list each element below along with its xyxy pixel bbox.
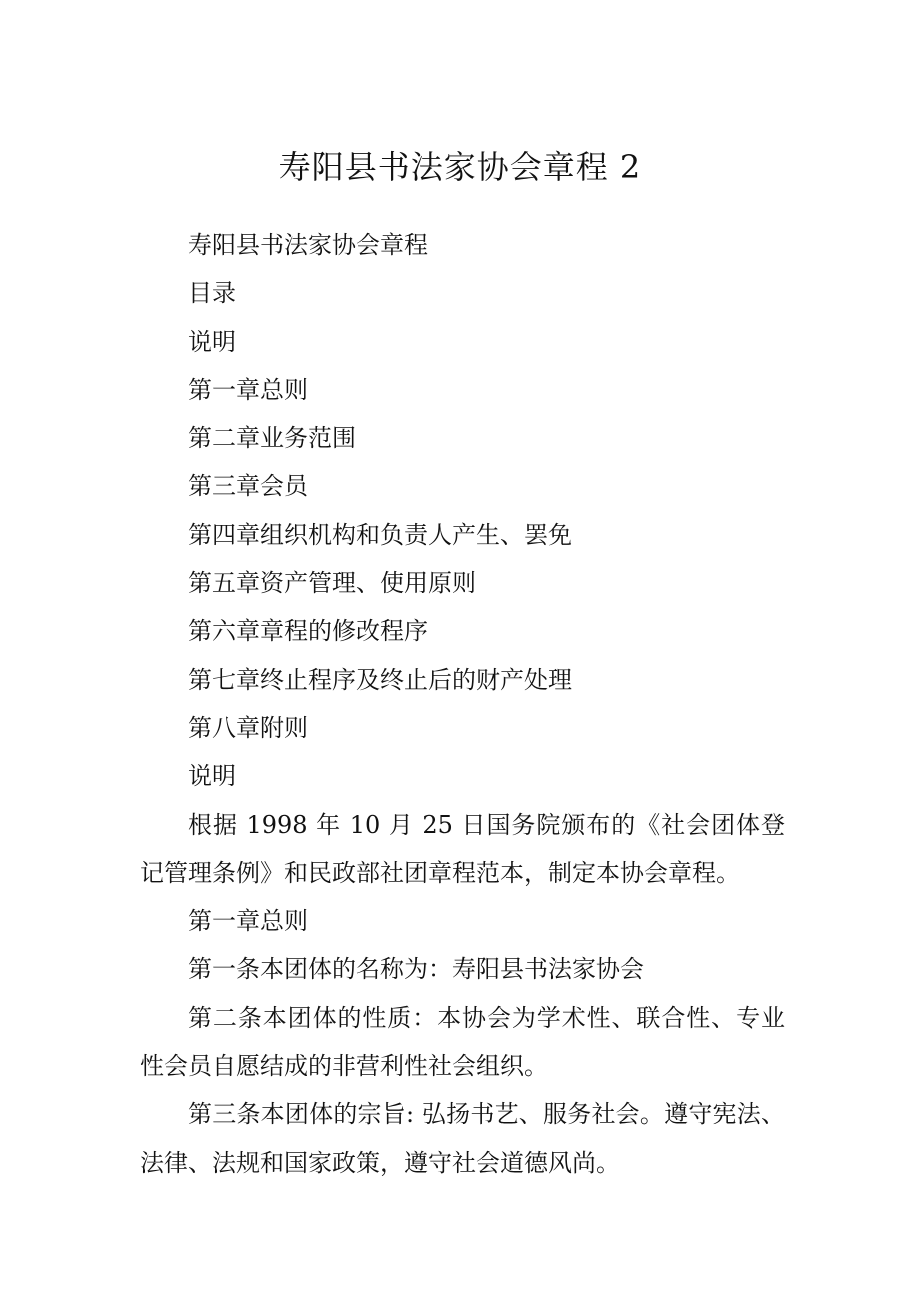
toc-item-chapter-3: 第三章会员 [188, 472, 308, 501]
toc-item-chapter-6: 第六章章程的修改程序 [188, 617, 428, 646]
paragraph-article-2: 第二条本团体的性质：本协会为学术性、联合性、专业性会员自愿结成的非营利性社会组织。 [140, 1003, 785, 1081]
document-body [140, 221, 785, 1187]
paragraph-article-1: 第一条本团体的名称为：寿阳县书法家协会 [188, 955, 644, 984]
paragraph-article-3: 第三条本团体的宗旨: 弘扬书艺、服务社会。遵守宪法、法律、法规和国家政策，遵守社会道德风尚。 [140, 1100, 785, 1177]
toc-item-chapter-7: 第七章终止程序及终止后的财产处理 [188, 665, 572, 694]
toc-item-chapter-1: 第一章总则 [188, 375, 308, 404]
toc-item-chapter-4: 第四章组织机构和负责人产生、罢免 [188, 520, 572, 549]
document-title: 寿阳县书法家协会章程 2 [278, 148, 642, 186]
paragraph-explanation-text: 根据 1998 年 10 月 25 日国务院颁布的《社会团体登记管理条例》和民政部社团章程范本，制定本协会章程。 [140, 810, 785, 887]
toc-item-chapter-8: 第八章附则 [188, 713, 308, 742]
section-heading-explanation: 说明 [188, 762, 236, 791]
toc-item-chapter-5: 第五章资产管理、使用原则 [188, 569, 476, 598]
paragraph-charter-heading: 寿阳县书法家协会章程 [188, 231, 428, 259]
paragraph-toc-heading: 目录 [188, 279, 236, 308]
section-heading-chapter-1: 第一章总则 [188, 907, 308, 936]
toc-item-chapter-2: 第二章业务范围 [188, 424, 356, 453]
toc-item-explanation: 说明 [188, 327, 236, 356]
